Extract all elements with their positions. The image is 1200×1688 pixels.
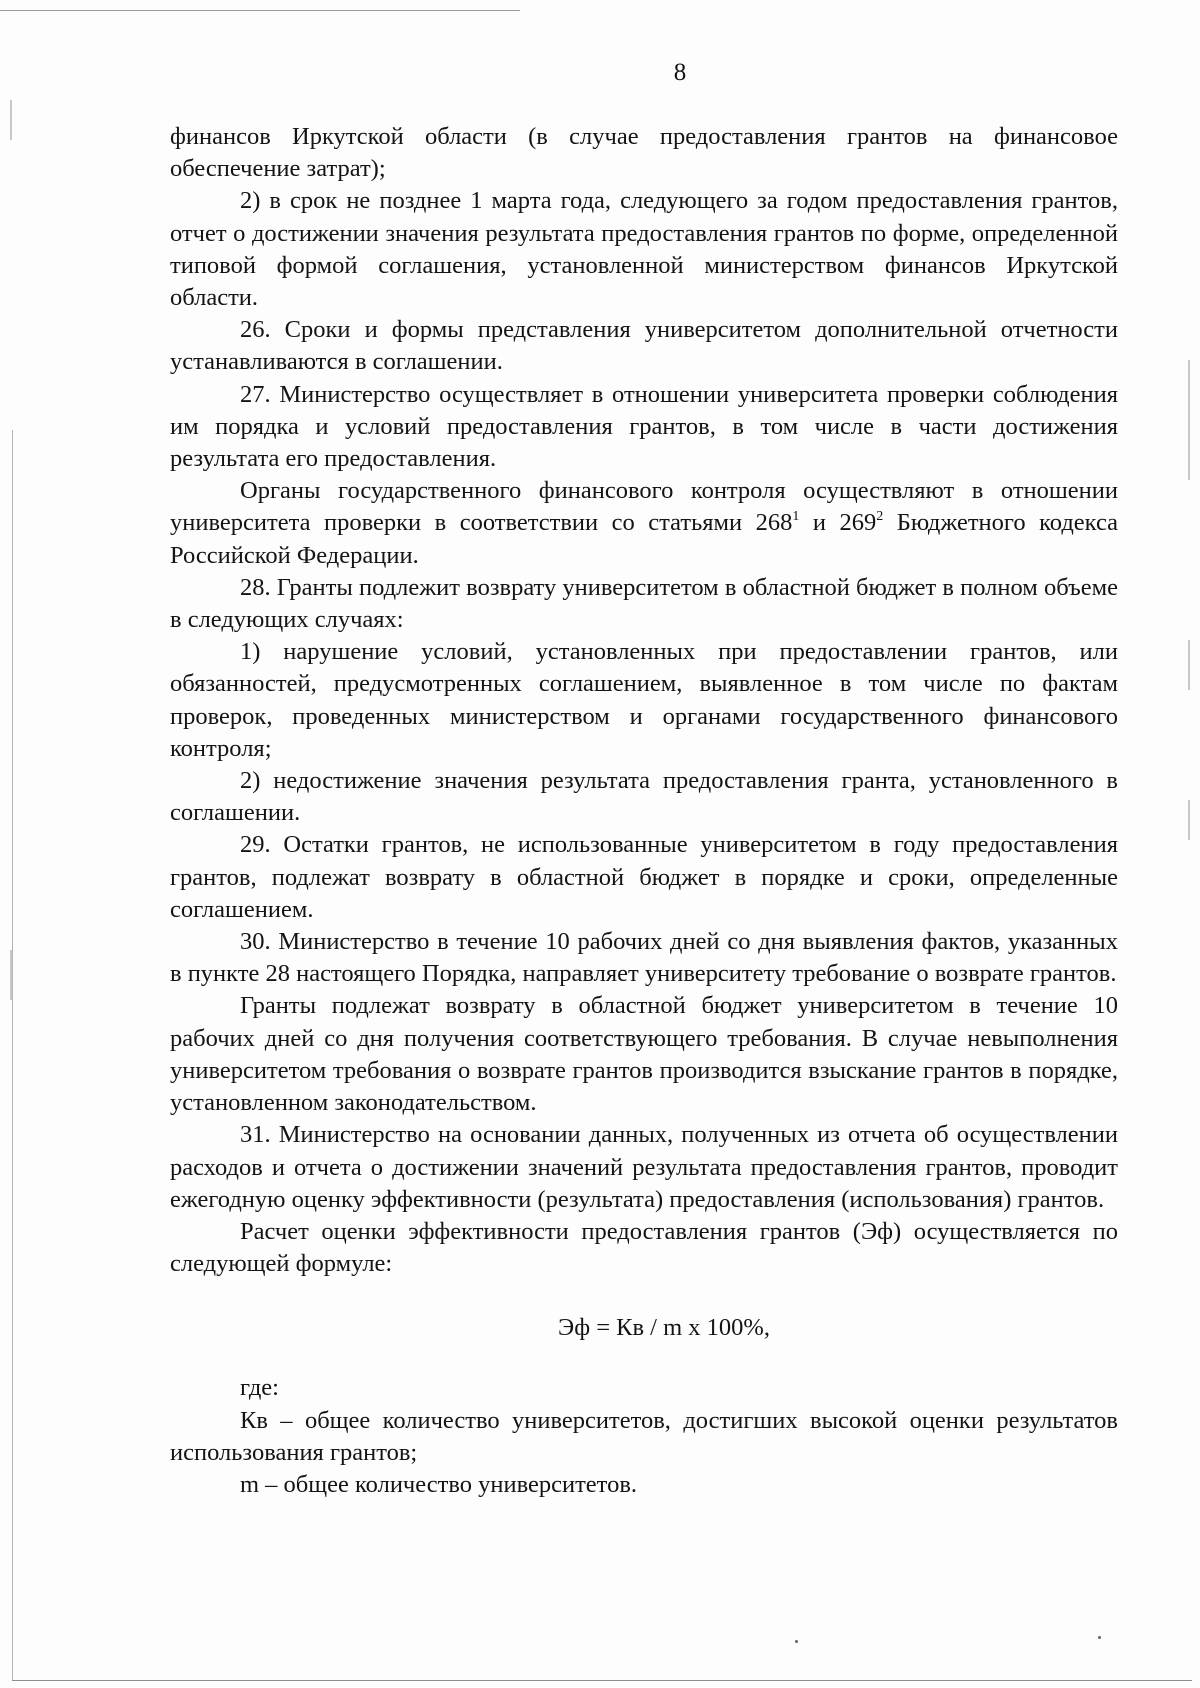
control-paragraph <box>170 475 1118 572</box>
paragraph: 27. Министерство осуществляет в отношении университета проверки соблюдения им порядка и условий предоставления грантов, в том числе в части достижения результата его предоставления. <box>170 380 1118 473</box>
paragraph: 31. Министерство на основании данных, полученных из отчета об осуществлении расходов и отчета о достижении значений результата предоставления грантов, проводит ежегодную оценку эффективности (результата) предоставления (использования) грантов. <box>170 1121 1118 1213</box>
control-text-before: Органы государственного финансового контроля осуществляют в отношении университета проверки в соответствии со статьями 268 <box>170 477 1118 537</box>
paragraphs-after-formula <box>170 1372 1118 1501</box>
page-number: 8 <box>673 59 687 86</box>
paragraph: 26. Сроки и формы представления университетом дополнительной отчетности устанавливаются в соглашении. <box>170 316 1118 376</box>
scan-edge-bottom <box>12 1680 1192 1681</box>
article-superscript-2: 2 <box>876 509 884 525</box>
scan-mark <box>10 950 12 1000</box>
paragraph: Расчет оценки эффективности предоставления грантов (Эф) осуществляется по следующей формуле: <box>170 1217 1118 1278</box>
control-text-after: Бюджетного кодекса Российской Федерации. <box>170 509 1118 569</box>
article-superscript-1: 1 <box>792 509 800 525</box>
paragraph: m – общее количество университетов. <box>240 1470 638 1498</box>
paragraph: Гранты подлежат возврату в областной бюджет университетом в течение 10 рабочих дней со дня получения соответствующего требования. В случае невыполнения университетом требования о возврате грантов производится взыскание грантов в порядке, установленном законодательством. <box>170 992 1118 1117</box>
scan-mark <box>1188 640 1190 690</box>
paragraph: финансов Иркутской области (в случае предоставления грантов на финансовое обеспечение затрат); <box>170 123 1118 183</box>
scan-speck <box>1098 1636 1101 1639</box>
paragraph: 2) недостижение значения результата предоставления гранта, установленного в соглашении. <box>170 767 1118 827</box>
paragraph: 30. Министерство в течение 10 рабочих дней со дня выявления фактов, указанных в пункте 28 настоящего Порядка, направляет университету требование о возврате грантов. <box>170 928 1118 988</box>
scan-mark <box>10 100 12 140</box>
scan-edge-left <box>12 430 13 1680</box>
formula: Эф = Кв / m x 100%, <box>558 1314 770 1342</box>
paragraph: 1) нарушение условий, установленных при предоставлении грантов, или обязанностей, предусмотренных соглашением, выявленное в том числе по фактам проверок, проведенных министерством и органами государственного финансового контроля; <box>170 638 1118 762</box>
paragraph: 29. Остатки грантов, не использованные университетом в году предоставления грантов, подлежат возврату в областной бюджет в порядке и сроки, определенные соглашением. <box>170 831 1118 923</box>
paragraph: 2) в срок не позднее 1 марта года, следующего за годом предоставления грантов, отчет о достижении значения результата предоставления грантов по форме, определенной типовой формой соглашения, установленной министерством финансов Иркутской области. <box>170 187 1118 312</box>
scan-speck <box>795 1640 798 1643</box>
paragraphs-after-control <box>170 572 1118 1280</box>
body-text <box>170 121 1118 1501</box>
scan-edge-top <box>0 10 520 11</box>
paragraph: где: <box>240 1374 279 1402</box>
scan-mark <box>1188 800 1190 840</box>
paragraph: 28. Гранты подлежит возврату университетом в областной бюджет в полном объеме в следующих случаях: <box>170 573 1118 634</box>
scan-mark <box>1188 360 1190 480</box>
paragraphs-before-formula <box>170 121 1118 475</box>
control-text-middle: и 269 <box>799 509 877 537</box>
paragraph: Кв – общее количество университетов, достигших высокой оценки результатов использования грантов; <box>170 1406 1118 1466</box>
